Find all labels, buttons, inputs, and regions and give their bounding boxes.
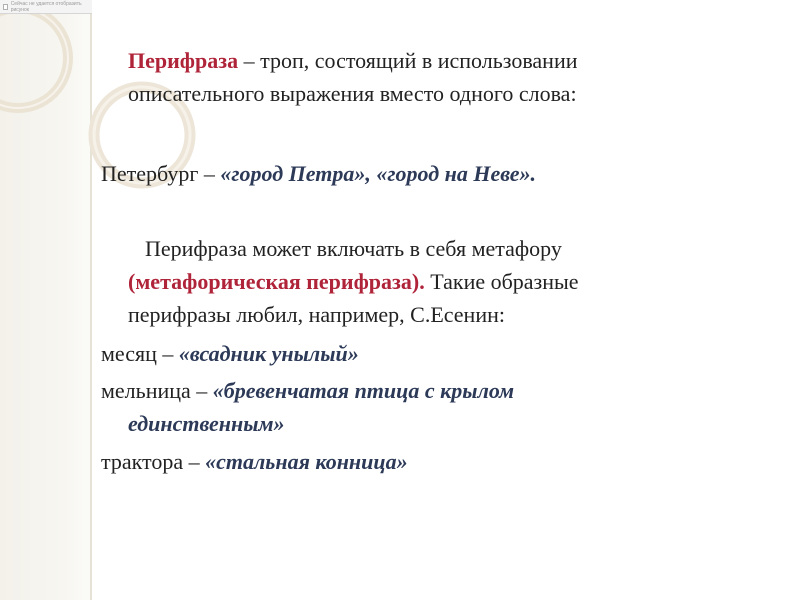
- example-word: месяц –: [101, 341, 179, 366]
- term-metaphoric-periphrasis: (метафорическая перифраза).: [128, 269, 425, 294]
- example-tractors: [101, 445, 408, 478]
- example-phrase: «стальная конница»: [205, 449, 408, 474]
- example-phrase-line2: единственным»: [128, 411, 285, 436]
- definition-line2: описательного выражения вместо одного слова:: [128, 81, 577, 106]
- definition-paragraph: [101, 44, 578, 110]
- example-word: Петербург –: [101, 161, 221, 186]
- metaphor-paragraph: [101, 232, 579, 331]
- ring-outer: [0, 8, 68, 108]
- metaphor-line1: Перифраза может включать в себя метафору: [145, 236, 562, 261]
- example-petersburg: [101, 157, 536, 190]
- metaphor-line2: Такие образные: [424, 269, 579, 294]
- broken-image-placeholder: [0, 0, 92, 14]
- example-mill: [101, 374, 514, 440]
- example-phrase-line1: «бревенчатая птица с крылом: [212, 378, 515, 403]
- example-word: мельница –: [101, 378, 213, 403]
- definition-line1: – троп, состоящий в использовании: [238, 48, 578, 73]
- broken-image-icon: [3, 4, 8, 10]
- broken-image-text: Сейчас не удается отобразить рисунок: [10, 0, 82, 13]
- term-periphrasis: Перифраза: [128, 48, 239, 73]
- example-moon: [101, 337, 359, 370]
- example-word: трактора –: [101, 449, 206, 474]
- example-phrase: «всадник унылый»: [178, 341, 359, 366]
- example-phrase: «город Петра», «город на Неве».: [220, 161, 537, 186]
- metaphor-line3: перифразы любил, например, С.Есенин:: [128, 302, 505, 327]
